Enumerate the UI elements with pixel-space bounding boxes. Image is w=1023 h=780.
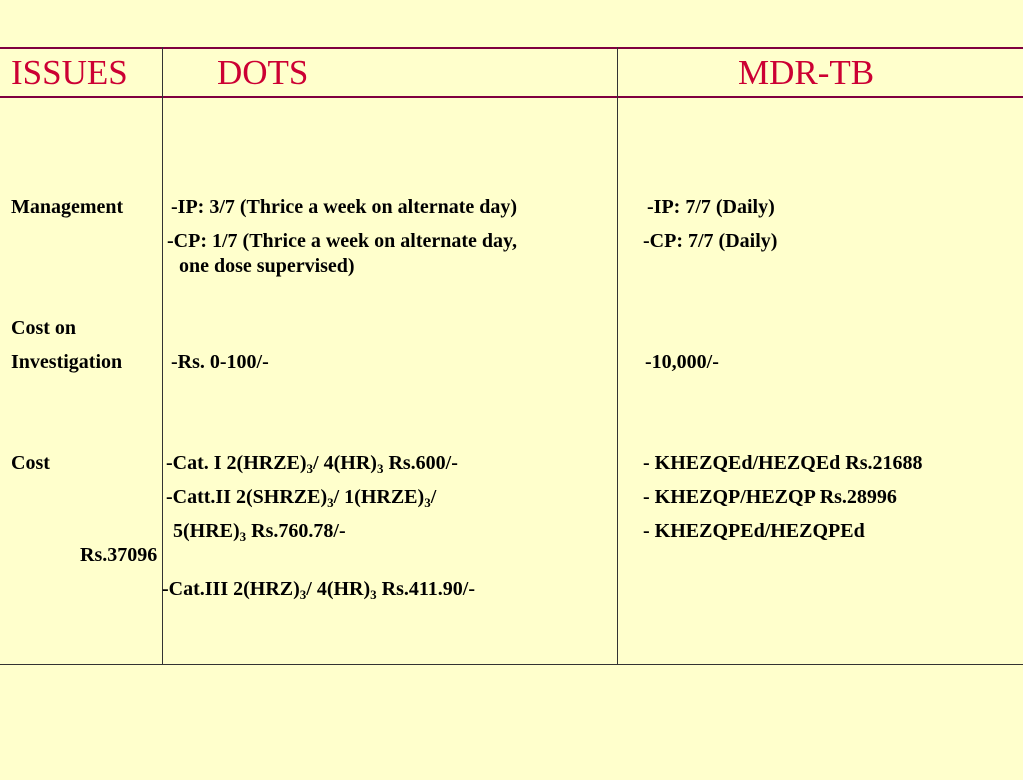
dots-cost-cat2-regimen2: / 1(HRZE) (333, 486, 425, 508)
dots-cost-cat1-regimen: -Cat. I 2(HRZE) (166, 452, 307, 474)
dots-cost-cat2-line1 (166, 485, 436, 509)
row-label-management: Management (11, 196, 124, 218)
dots-cost-cat2-regimen: -Catt.II 2(SHRZE) (166, 486, 328, 508)
mdr-cost-line3-amount: Rs.37096 (80, 544, 158, 566)
mdr-cost-line2: - KHEZQP/HEZQP Rs.28996 (643, 486, 897, 508)
dots-cost-cat2-line2 (173, 519, 346, 543)
row-label-cost-on: Cost on (11, 317, 77, 339)
row-label-cost: Cost (11, 452, 50, 474)
dots-cost-cat1-sub2: 3 (376, 461, 384, 476)
dots-management-cp-line2: one dose supervised) (179, 255, 355, 277)
row-label-investigation: Investigation (11, 351, 123, 373)
dots-cost-cat2-sub2: 3 (424, 495, 431, 510)
mdr-cost-line3: - KHEZQPEd/HEZQPEd (643, 520, 865, 542)
dots-cost-cat1 (166, 451, 458, 475)
dots-cost-cat3-regimen2: / 4(HR) (306, 578, 371, 600)
header-dots: DOTS (217, 53, 309, 92)
dots-cost-cat1-amount: Rs.600/- (383, 452, 458, 474)
column-divider-issues-dots (162, 47, 163, 665)
mdr-management-ip: -IP: 7/7 (Daily) (647, 196, 775, 218)
dots-cost-cat1-sub1: 3 (306, 461, 314, 476)
dots-cost-cat2-sub1: 3 (327, 495, 334, 510)
table-header-rule (0, 96, 1023, 98)
dots-cost-cat3-sub1: 3 (299, 587, 307, 602)
mdr-cost-line1: - KHEZQEd/HEZQEd Rs.21688 (643, 452, 923, 474)
dots-investigation-cost: -Rs. 0-100/- (171, 351, 269, 373)
dots-cost-cat3-sub2: 3 (370, 587, 377, 602)
mdr-management-cp: -CP: 7/7 (Daily) (643, 230, 778, 252)
dots-management-ip: -IP: 3/7 (Thrice a week on alternate day) (171, 196, 518, 218)
table-top-rule (0, 47, 1023, 49)
header-mdr-tb: MDR-TB (738, 53, 875, 92)
dots-cost-cat2-sub3: 3 (239, 529, 247, 544)
dots-cost-cat2-amount: Rs.760.78/- (246, 520, 346, 542)
dots-cost-cat3-amount: Rs.411.90/- (376, 578, 476, 600)
dots-cost-cat2-regimen3: 5(HRE) (173, 520, 240, 542)
column-divider-dots-mdr (617, 47, 618, 665)
table-bottom-rule (0, 664, 1023, 665)
mdr-investigation-cost: -10,000/- (645, 351, 719, 373)
dots-cost-cat3 (162, 577, 475, 601)
dots-cost-cat3-regimen: -Cat.III 2(HRZ) (162, 578, 300, 600)
header-issues: ISSUES (11, 53, 128, 92)
dots-management-cp-line1: -CP: 1/7 (Thrice a week on alternate day, (167, 230, 517, 252)
dots-cost-cat1-regimen2: / 4(HR) (313, 452, 377, 474)
dots-cost-cat2-slash: / (430, 486, 437, 508)
